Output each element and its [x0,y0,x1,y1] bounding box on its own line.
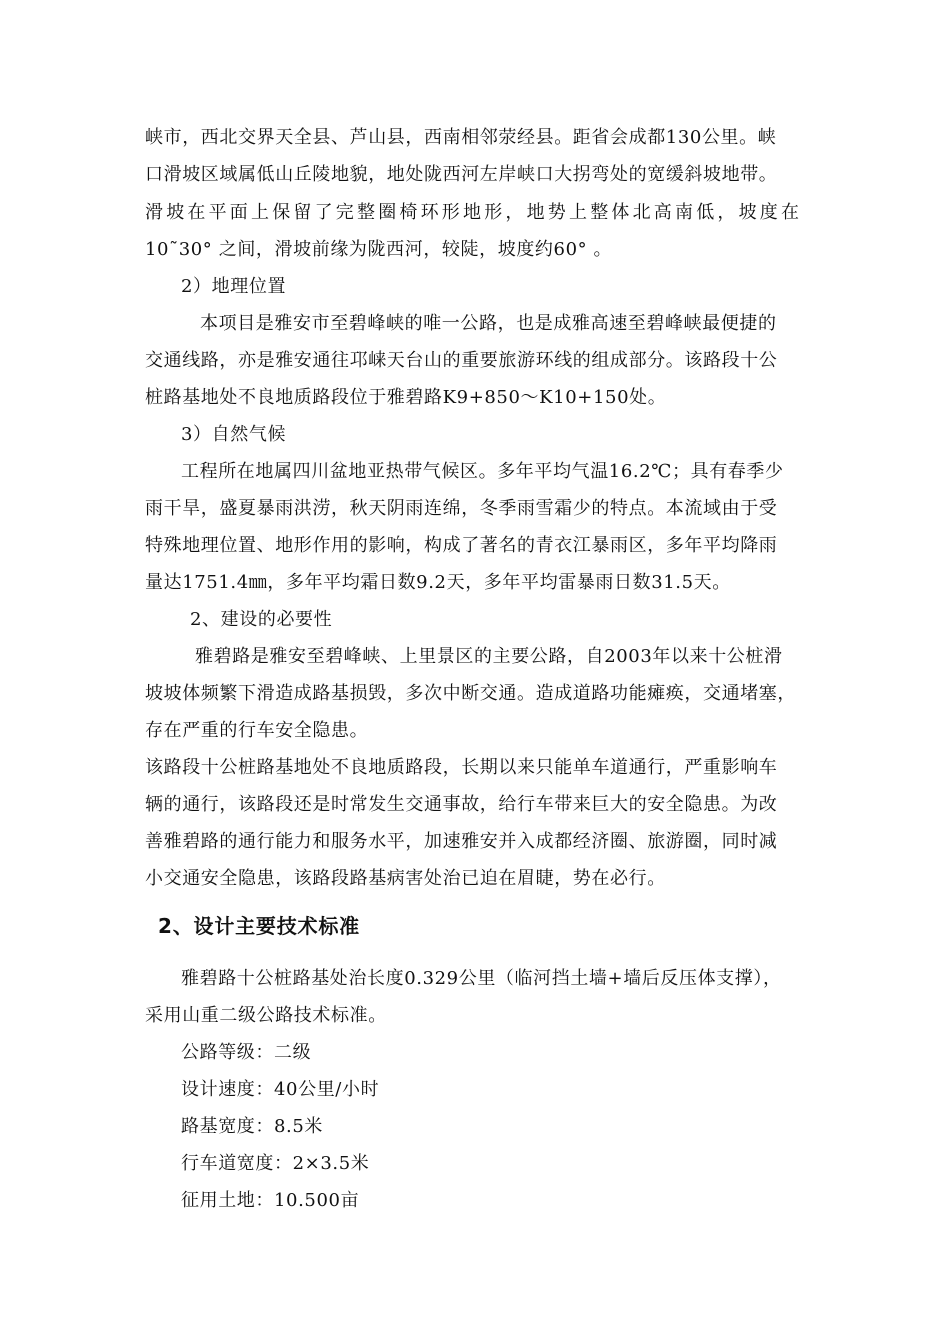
paragraph-line: 量达1751.4㎜，多年平均霜日数9.2天，多年平均雷暴雨日数31.5天。 [145,572,731,593]
paragraph-line: 特殊地理位置、地形作用的影响，构成了著名的青衣江暴雨区，多年平均降雨 [145,535,778,556]
paragraph-line: 雅碧路十公桩路基处治长度0.329公里（临河挡土墙+墙后反压体支撑）， [181,968,782,989]
paragraph-line: 坡坡体频繁下滑造成路基损毁，多次中断交通。造成道路功能瘫痪，交通堵塞， [145,683,796,704]
standard-item-lane-width: 行车道宽度：2×3.5米 [181,1153,370,1174]
paragraph-line: 本项目是雅安市至碧峰峡的唯一公路，也是成雅高速至碧峰峡最便捷的 [200,313,777,334]
standard-item-speed: 设计速度：40公里/小时 [181,1079,380,1100]
paragraph-line: 采用山重二级公路技术标准。 [145,1005,387,1026]
paragraph-line: 10˜30° 之间，滑坡前缘为陇西河，较陡，坡度约60° 。 [145,239,613,260]
paragraph-line: 桩路基地处不良地质路段位于雅碧路K9+850～K10+150处。 [145,387,667,408]
paragraph-line: 峡市，西北交界天全县、芦山县，西南相邻荥经县。距省会成都130公里。峡 [145,127,777,148]
standard-item-subgrade-width: 路基宽度：8.5米 [181,1116,324,1137]
paragraph-line: 口滑坡区域属低山丘陵地貌，地处陇西河左岸峡口大拐弯处的宽缓斜坡地带。 [145,164,778,185]
subheading-location: 2）地理位置 [181,276,287,297]
standard-item-grade: 公路等级：二级 [181,1042,312,1063]
paragraph-line: 交通线路，亦是雅安通往邛崃天台山的重要旅游环线的组成部分。该路段十公 [145,350,778,371]
subheading-necessity: 2、建设的必要性 [190,609,333,630]
paragraph-line: 雅碧路是雅安至碧峰峡、上里景区的主要公路，自2003年以来十公桩滑 [195,646,783,667]
paragraph-line: 工程所在地属四川盆地亚热带气候区。多年平均气温16.2℃；具有春季少 [181,461,784,482]
standard-item-land: 征用土地：10.500亩 [181,1190,360,1211]
section-heading-standards: 2、设计主要技术标准 [158,914,360,938]
paragraph-line: 小交通安全隐患，该路段路基病害处治已迫在眉睫，势在必行。 [145,868,666,889]
paragraph-line: 辆的通行，该路段还是时常发生交通事故，给行车带来巨大的安全隐患。为改 [145,794,778,815]
paragraph-line: 滑坡在平面上保留了完整圈椅环形地形，地势上整体北高南低，坡度在 [145,202,803,223]
paragraph-line: 雨干旱，盛夏暴雨洪涝，秋天阴雨连绵，冬季雨雪霜少的特点。本流域由于受 [145,498,778,519]
paragraph-line: 存在严重的行车安全隐患。 [145,720,369,741]
paragraph-line: 该路段十公桩路基地处不良地质路段，长期以来只能单车道通行，严重影响车 [145,757,778,778]
paragraph-line: 善雅碧路的通行能力和服务水平，加速雅安并入成都经济圈、旅游圈，同时减 [145,831,778,852]
subheading-climate: 3）自然气候 [181,424,287,445]
